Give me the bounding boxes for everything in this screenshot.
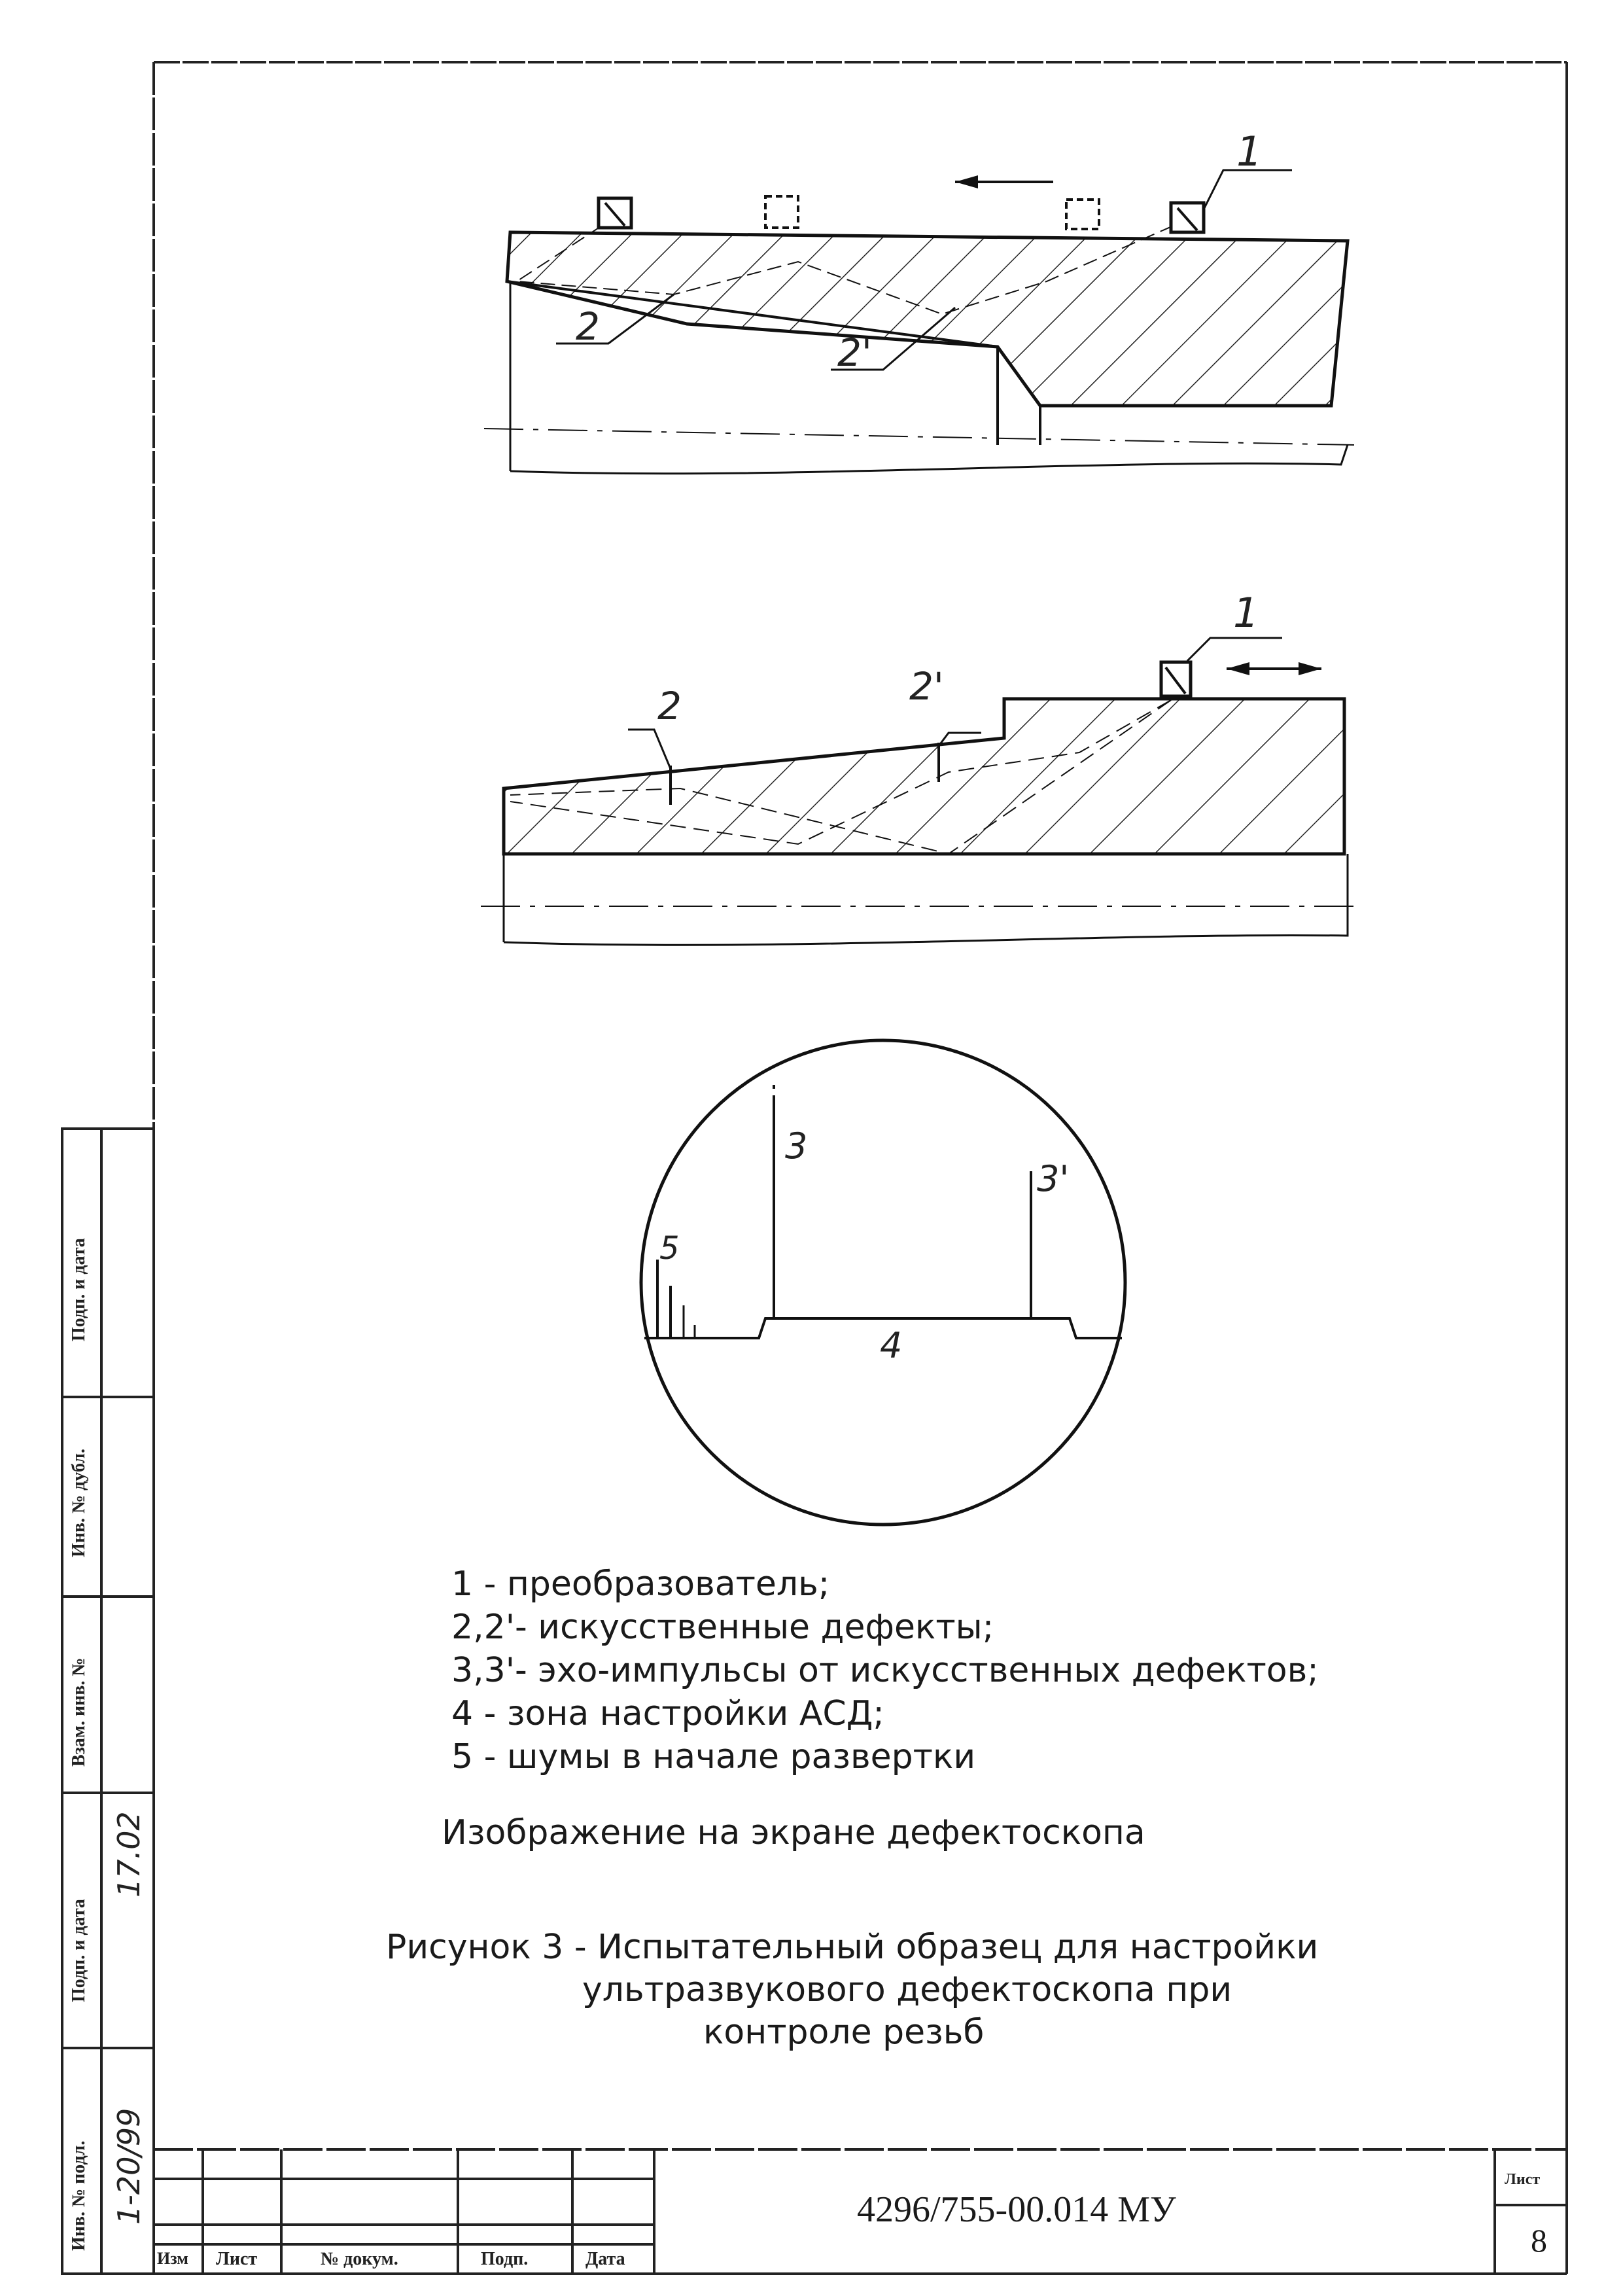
sheet-label: Лист xyxy=(1505,2171,1541,2188)
tb-header-date: Дата xyxy=(585,2249,625,2269)
figure-caption-line1: Рисунок 3 - Испытательный образец для настройки xyxy=(386,1928,1319,1967)
screen-caption: Изображение на экране дефектоскопа xyxy=(442,1813,1145,1852)
side-handwritten-inv: 1-20/99 xyxy=(111,2108,147,2225)
fig-a-label-1: 1 xyxy=(1236,128,1263,175)
side-podp-data-2: Подп. и дата xyxy=(69,1899,89,2002)
side-handwritten-date: 17.02 xyxy=(111,1811,147,1898)
fig-a-label-2: 2 xyxy=(576,304,600,349)
legend-item: 5 - шумы в начале развертки xyxy=(451,1737,976,1776)
figure-a-sample xyxy=(484,170,1354,474)
figure-caption-line3: контроле резьб xyxy=(703,2013,985,2052)
screen-label-4: 4 xyxy=(880,1325,903,1366)
screen-label-3prime: 3' xyxy=(1037,1158,1070,1199)
legend-item: 1 - преобразователь; xyxy=(451,1564,830,1604)
figure-caption-line2: ультразвукового дефектоскопа при xyxy=(582,1970,1232,2009)
figure-a-hatched-body xyxy=(507,232,1348,406)
figure-b-hatched-body xyxy=(504,699,1344,854)
fig-b-label-1: 1 xyxy=(1233,589,1259,637)
tb-header-sign: Подп. xyxy=(481,2249,529,2269)
sheet-number: 8 xyxy=(1531,2222,1547,2259)
screen-label-3: 3 xyxy=(785,1125,808,1167)
fig-a-label-2prime: 2' xyxy=(837,330,872,375)
side-inv-podl: Инв. № подл. xyxy=(69,2140,89,2251)
fig-b-label-2: 2 xyxy=(657,684,682,728)
tb-header-izm: Изм xyxy=(157,2249,189,2268)
legend-item: 2,2'- искусственные дефекты; xyxy=(451,1608,994,1647)
fig-b-label-2prime: 2' xyxy=(909,664,944,709)
tb-header-doc: № докум. xyxy=(321,2249,398,2269)
legend-item: 4 - зона настройки АСД; xyxy=(451,1694,884,1733)
document-number: 4296/755-00.014 МУ xyxy=(857,2189,1176,2230)
side-podp-data: Подп. и дата xyxy=(69,1238,89,1341)
screen-label-5: 5 xyxy=(659,1230,680,1267)
flaw-detector-screen xyxy=(641,1040,1125,1525)
side-inv-dubl: Инв. № дубл. xyxy=(69,1449,89,1557)
tb-header-list: Лист xyxy=(216,2249,258,2269)
legend-item: 3,3'- эхо-импульсы от искусственных дефектов; xyxy=(451,1651,1319,1690)
side-vzam-inv: Взам. инв. № xyxy=(69,1657,89,1767)
